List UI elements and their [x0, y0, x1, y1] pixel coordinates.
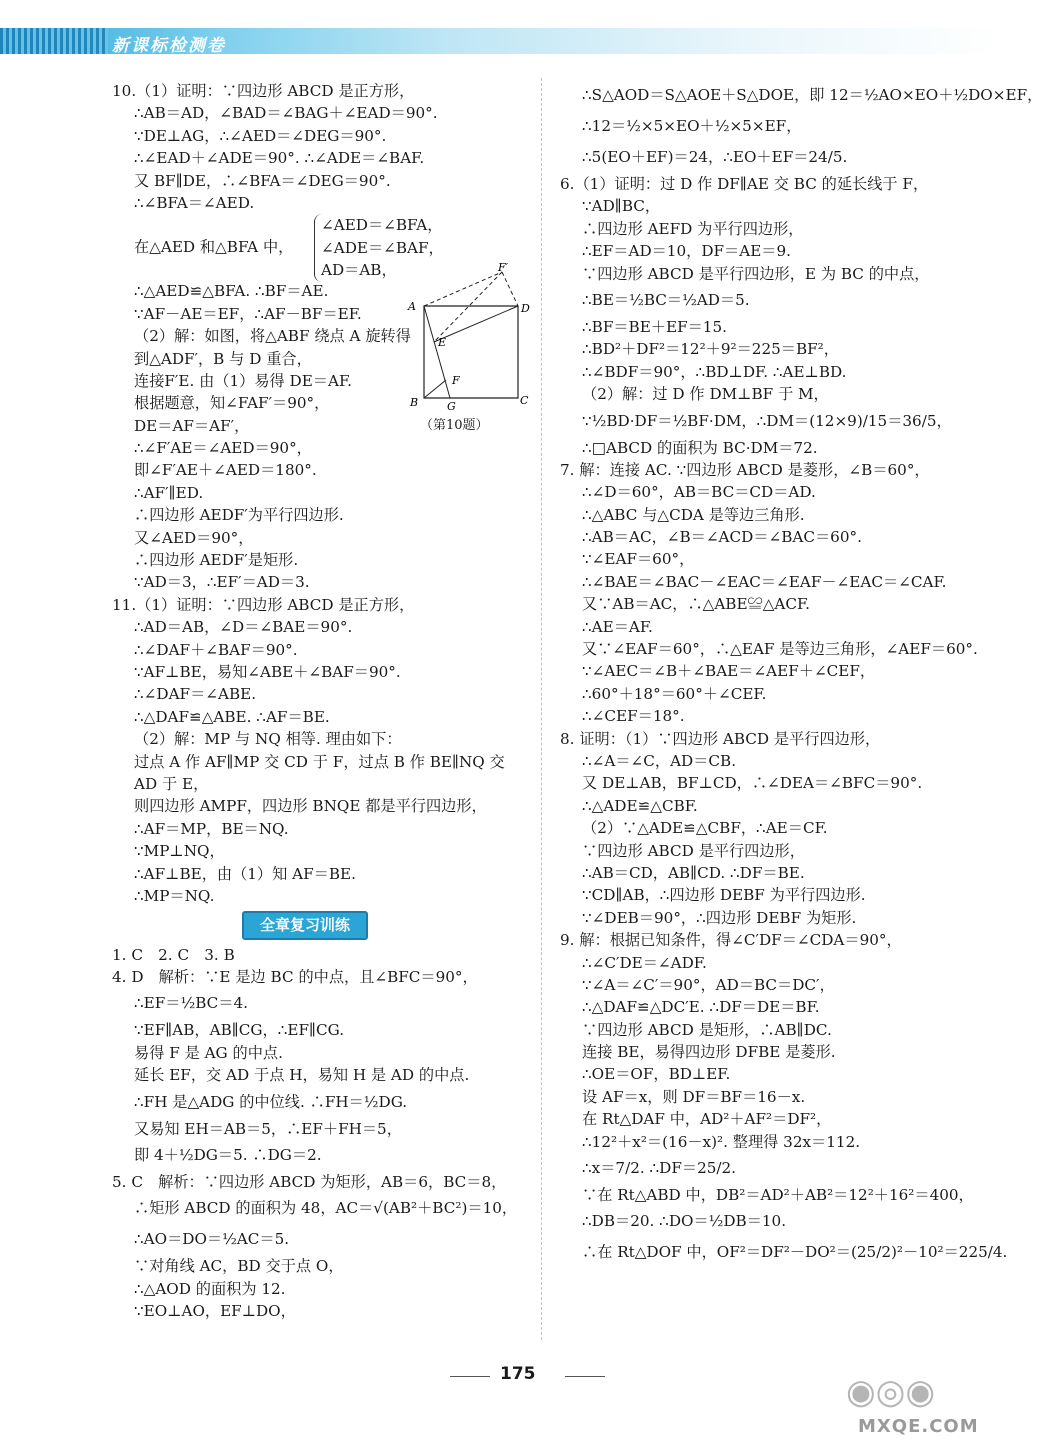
text-line: 6.（1）证明：过 D 作 DF∥AE 交 BC 的延长线于 F，	[560, 175, 929, 193]
text-line: 过点 A 作 AF∥MP 交 CD 于 F，过点 B 作 BE∥NQ 交	[134, 752, 505, 771]
text-line: ∴AO＝DO＝½AC＝5.	[134, 1230, 290, 1249]
text-line: ∵AF⊥BE，易知∠ABE＋∠BAF＝90°.	[134, 662, 401, 681]
text-line: ∴∠DAF＝∠ABE.	[134, 685, 257, 704]
text-line: 连接F′E. 由（1）易得 DE＝AF.	[134, 371, 352, 390]
text-line: ∴∠EAD＋∠ADE＝90°. ∴∠ADE＝∠BAF.	[134, 149, 425, 168]
geometry-figure	[402, 261, 532, 436]
text-line: 又 BF∥DE，∴∠BFA＝∠DEG＝90°.	[134, 171, 391, 190]
text-line: ∴△DAF≌△DC′E. ∴DF＝DE＝BF.	[582, 998, 820, 1017]
text-line: ∴BD²＋DF²＝12²＋9²＝225＝BF²，	[582, 340, 839, 359]
text-line: ∴DB＝20. ∴DO＝½DB＝10.	[582, 1212, 787, 1231]
text-line: AD 于 E，	[134, 774, 209, 793]
text-line: DE＝AF＝AF′，	[134, 416, 250, 435]
text-line: 根据题意，知∠FAF′＝90°，	[134, 394, 330, 413]
text-line: ∠ADE＝∠BAF，	[321, 238, 444, 257]
text-line: ∵CD∥AB，∴四边形 DEBF 为平行四边形.	[582, 886, 866, 905]
text-line: 又易知 EH＝AB＝5，∴EF＋FH＝5，	[134, 1119, 402, 1138]
text-line: 易得 F 是 AG 的中点.	[134, 1043, 283, 1062]
text-line: ∵∠A＝∠C′＝90°，AD＝BC＝DC′，	[582, 975, 835, 994]
text-line: ∵对角线 AC，BD 交于点 O，	[134, 1257, 344, 1276]
text-line: 延长 EF，交 AD 于点 H，易知 H 是 AD 的中点.	[134, 1066, 470, 1085]
text-line: 7. 解：连接 AC. ∵四边形 ABCD 是菱形，∠B＝60°，	[560, 460, 930, 479]
square-rotation-diagram	[402, 261, 532, 413]
text-line: 8. 证明：（1）∵四边形 ABCD 是平行四边形，	[560, 729, 881, 748]
fig-label: C	[520, 394, 529, 407]
text-line: ∴∠BDF＝90°，∴BD⊥DF. ∴AE⊥BD.	[582, 362, 847, 381]
text-line: ∵DE⊥AG，∴∠AED＝∠DEG＝90°.	[134, 126, 387, 145]
text-line: （2）解：过 D 作 DM⊥BF 于 M，	[582, 385, 829, 404]
text-line: ∴x＝7/2. ∴DF＝25/2.	[582, 1159, 737, 1178]
text-line: ∴60°＋18°＝60°＋∠CEF.	[582, 684, 767, 703]
review-banner: 全章复习训练	[242, 911, 368, 939]
text-line: 9. 解：根据已知条件，得∠C′DF＝∠CDA＝90°，	[560, 931, 902, 950]
text-line: 在 Rt△DAF 中，AD²＋AF²＝DF²，	[582, 1110, 832, 1129]
page-number-dash-left	[450, 1376, 490, 1377]
fig-label: A	[408, 300, 416, 313]
right-column	[560, 80, 1042, 1268]
text-line: ∵四边形 ABCD 是平行四边形，E 为 BC 的中点，	[582, 264, 930, 283]
fig-label: D	[521, 302, 530, 315]
text-line: 11.（1）证明：∵四边形 ABCD 是正方形，	[112, 595, 415, 614]
text-line: 即 4＋½DG＝5. ∴DG＝2.	[134, 1146, 322, 1165]
text-line: ∵AD∥BC，	[582, 197, 661, 216]
text-line: ∴∠C′DE＝∠ADF.	[582, 953, 707, 972]
text-line: ∵在 Rt△ABD 中，DB²＝AD²＋AB²＝12²＋16²＝400，	[582, 1186, 974, 1205]
text-line: 4. D 解析：∵E 是边 BC 的中点，且∠BFC＝90°，	[112, 968, 478, 987]
text-line: 又∵∠EAF＝60°，∴△EAF 是等边三角形，∠AEF＝60°.	[582, 640, 978, 659]
fig-label: E	[438, 336, 447, 349]
text-line: ∴△AOD 的面积为 12.	[134, 1279, 286, 1298]
text-line: ∴AF⊥BE，由（1）知 AF＝BE.	[134, 864, 356, 883]
text-line: ∴∠CEF＝18°.	[582, 707, 685, 726]
text-line: ∴BF＝BE＋EF＝15.	[582, 317, 727, 336]
text-line: ∴5(EO＋EF)＝24，∴EO＋EF＝24/5.	[582, 148, 848, 166]
watermark	[842, 1372, 992, 1440]
text-line: （2）解：MP 与 NQ 相等. 理由如下：	[134, 730, 402, 749]
fig-label: B	[410, 396, 419, 409]
brace-label: 在△AED 和△BFA 中，	[134, 238, 294, 257]
text-line: ∴AF′∥ED.	[134, 483, 204, 502]
text-line: ∴四边形 AEFD 为平行四边形，	[582, 219, 804, 238]
text-line: ∴BE＝½BC＝½AD＝5.	[582, 290, 750, 309]
text-line: ∴在 Rt△DOF 中，OF²＝DF²－DO²＝(25/2)²－10²＝225/4.	[582, 1243, 1008, 1262]
text-line: ∵EO⊥AO，EF⊥DO，	[134, 1302, 296, 1321]
text-line: ∵AD＝3，∴EF′＝AD＝3.	[134, 573, 310, 592]
text-line: ∴OE＝OF，BD⊥EF.	[582, 1065, 731, 1084]
text-line: ∴△ABC 与△CDA 是等边三角形.	[582, 505, 805, 524]
text-line: ∴FH 是△ADG 的中位线. ∴FH＝½DG.	[134, 1092, 408, 1111]
text-line: ∴AD＝AB，∠D＝∠BAE＝90°.	[134, 618, 353, 637]
text-line: 即∠F′AE＋∠AED＝180°.	[134, 461, 317, 480]
series-title: 新课标检测卷	[112, 36, 226, 56]
text-line: ∴AB＝AD，∠BAD＝∠BAG＋∠EAD＝90°.	[134, 104, 438, 123]
header-decoration	[0, 28, 108, 54]
text-line: 又∠AED＝90°，	[134, 528, 254, 547]
text-line: 又 DE⊥AB，BF⊥CD，∴∠DEA＝∠BFC＝90°.	[582, 774, 923, 793]
text-line: ∵四边形 ABCD 是平行四边形，	[582, 841, 805, 860]
text-line: ∴AF＝MP，BE＝NQ.	[134, 819, 289, 838]
text-line: 又∵AB＝AC，∴△ABE≌△ACF.	[582, 595, 811, 614]
text-line: ∵∠DEB＝90°，∴四边形 DEBF 为矩形.	[582, 908, 857, 927]
text-line: ∵MP⊥NQ，	[134, 842, 225, 861]
text-line: ∵∠EAF＝60°，	[582, 550, 695, 569]
text-line: ∴EF＝AD＝10，DF＝AE＝9.	[582, 242, 791, 261]
text-line: ∴∠F′AE＝∠AED＝90°，	[134, 439, 312, 458]
text-line: 则四边形 AMPF，四边形 BNQE 都是平行四边形，	[134, 797, 487, 816]
text-line: ∴∠A＝∠C，AD＝CB.	[582, 751, 737, 770]
text-line: 10.（1）证明：∵四边形 ABCD 是正方形，	[112, 82, 415, 100]
text-line: ∴四边形 AEDF′为平行四边形.	[134, 506, 344, 525]
fig-label: G	[447, 400, 456, 413]
text-line: ∴∠BFA＝∠AED.	[134, 193, 255, 212]
text-line: ∴AB＝AC，∠B＝∠ACD＝∠BAC＝60°.	[582, 528, 862, 547]
text-line: （2）∵△ADE≌△CBF，∴AE＝CF.	[582, 819, 828, 838]
fig-label: F	[452, 374, 460, 387]
left-column	[112, 80, 532, 1323]
text-line: ∴AE＝AF.	[582, 617, 653, 636]
text-line: ∴S△AOD＝S△AOE＋S△DOE，即 12＝½AO×EO＋½DO×EF，	[582, 86, 1042, 104]
text-line: ∴∠DAF＋∠BAF＝90°.	[134, 640, 298, 659]
text-line: 设 AF＝x，则 DF＝BF＝16－x.	[582, 1087, 806, 1106]
text-line: ∵∠AEC＝∠B＋∠BAE＝∠AEF＋∠CEF，	[582, 662, 876, 681]
text-line: ∴△DAF≌△ABE. ∴AF＝BE.	[134, 707, 330, 726]
text-line: ∵AF－AE＝EF，∴AF－BF＝EF.	[134, 304, 362, 323]
text-line: ∴∠BAE＝∠BAC－∠EAC＝∠EAF－∠EAC＝∠CAF.	[582, 572, 947, 591]
text-line: ∵½BD·DF＝½BF·DM，∴DM＝(12×9)/15＝36/5，	[582, 411, 952, 430]
figure-caption: （第10题）	[420, 418, 489, 433]
text-line: AD＝AB，	[321, 261, 397, 280]
text-line: ∴EF＝½BC＝4.	[134, 994, 248, 1013]
text-line: ∴AB＝CD，AB∥CD. ∴DF＝BE.	[582, 863, 805, 882]
text-line: ∵EF∥AB，AB∥CG，∴EF∥CG.	[134, 1021, 345, 1040]
watermark-logo-icon: ◉◎◉	[846, 1372, 936, 1412]
text-line: 5. C 解析：∵四边形 ABCD 为矩形，AB＝6，BC＝8，	[112, 1173, 507, 1192]
text-line: ∴△ADE≌△CBF.	[582, 796, 698, 815]
text-line: ∴MP＝NQ.	[134, 886, 215, 905]
text-line: 1. C 2. C 3. B	[112, 945, 235, 964]
text-line: ∴12＝½×5×EO＋½×5×EF，	[582, 117, 802, 135]
text-line: ∠AED＝∠BFA，	[321, 216, 443, 235]
text-line: ∴四边形 AEDF′是矩形.	[134, 551, 299, 570]
page-number-dash-right	[565, 1376, 605, 1377]
text-line: ∴△AED≌△BFA. ∴BF＝AE.	[134, 282, 329, 301]
text-line: ∴∠D＝60°，AB＝BC＝CD＝AD.	[582, 483, 816, 502]
fig-label: F′	[498, 261, 509, 274]
text-line: （2）解：如图，将△ABF 绕点 A 旋转得	[134, 327, 411, 346]
text-line: 到△ADF′，B 与 D 重合，	[134, 349, 312, 368]
text-line: ∵四边形 ABCD 是矩形，∴AB∥DC.	[582, 1020, 832, 1039]
text-line: ∴12²＋x²＝(16－x)². 整理得 32x＝112.	[582, 1132, 861, 1151]
text-line: ∴□ABCD 的面积为 BC·DM＝72.	[582, 438, 818, 457]
text-line: 连接 BE，易得四边形 DFBE 是菱形.	[582, 1043, 836, 1062]
text-line: ∴矩形 ABCD 的面积为 48，AC＝√(AB²＋BC²)＝10，	[134, 1199, 518, 1218]
column-divider	[541, 78, 542, 1340]
watermark-text: MXQE.COM	[858, 1416, 979, 1437]
page-number: 175	[500, 1364, 536, 1384]
